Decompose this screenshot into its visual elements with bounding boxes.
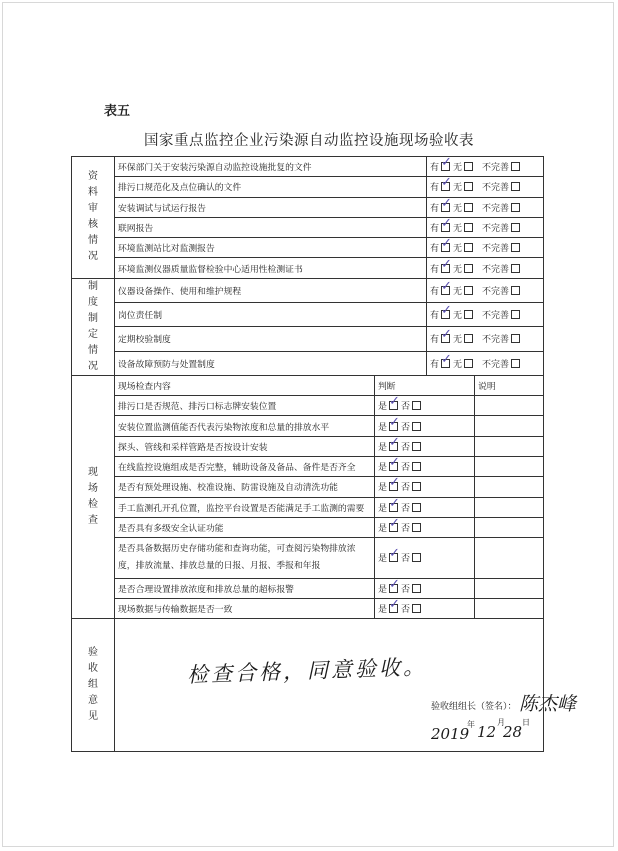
section-system xyxy=(72,278,115,375)
option-yes-label: 是 xyxy=(378,554,388,565)
option-none-checkbox[interactable] xyxy=(464,182,473,191)
table-row xyxy=(72,456,544,476)
option-no-label: 否 xyxy=(401,422,411,433)
option-none-label: 无 xyxy=(453,311,463,322)
inspection-note-cell[interactable] xyxy=(475,416,544,436)
option-no-checkbox[interactable] xyxy=(412,523,421,532)
table-row xyxy=(72,197,544,217)
option-none-checkbox[interactable] xyxy=(464,334,473,343)
section-inspection-text: 现场检查 xyxy=(88,467,98,527)
option-yes-label: 是 xyxy=(378,402,388,413)
option-no-checkbox[interactable] xyxy=(412,401,421,410)
option-no-label: 否 xyxy=(401,584,411,595)
month-char: 月 xyxy=(497,718,505,728)
option-incomplete-label: 不完善 xyxy=(482,183,510,194)
option-yes-checkbox[interactable] xyxy=(389,422,398,431)
inspection-note-cell[interactable] xyxy=(475,396,544,416)
option-no-checkbox[interactable] xyxy=(412,462,421,471)
inspection-note-cell[interactable] xyxy=(475,578,544,598)
option-yes-checkbox[interactable] xyxy=(389,462,398,471)
inspection-item-label: 是否具备数据历史存储功能和查询功能，可查阅污染物排放浓度，排放流量、排放总量的日报、月报、季报和年报 xyxy=(115,538,375,579)
table-row xyxy=(72,303,544,327)
judge-options xyxy=(375,416,475,436)
judge-options xyxy=(375,477,475,497)
date-year: 2019 xyxy=(431,725,470,744)
check-item-label: 排污口规范化及点位确认的文件 xyxy=(115,177,427,197)
table-row xyxy=(72,177,544,197)
option-yes-checkbox[interactable] xyxy=(389,482,398,491)
inspection-note-header: 说明 xyxy=(475,375,544,395)
option-incomplete-checkbox[interactable] xyxy=(511,182,520,191)
table-row xyxy=(72,238,544,258)
option-incomplete-label: 不完善 xyxy=(482,359,510,370)
inspection-item-label: 探头、管线和采样管路是否按设计安装 xyxy=(115,436,375,456)
option-none-checkbox[interactable] xyxy=(464,286,473,295)
option-yes-label: 是 xyxy=(378,503,388,514)
option-no-checkbox[interactable] xyxy=(412,553,421,562)
inspection-note-cell[interactable] xyxy=(475,456,544,476)
option-incomplete-label: 不完善 xyxy=(482,244,510,255)
option-have-label: 有 xyxy=(430,183,440,194)
option-yes-checkbox[interactable] xyxy=(389,584,398,593)
table-row xyxy=(72,517,544,537)
inspection-note-cell[interactable] xyxy=(475,477,544,497)
signer-label: 验收组组长（签名）： xyxy=(431,702,517,713)
table-number: 表五 xyxy=(104,104,131,119)
inspection-note-cell[interactable] xyxy=(475,497,544,517)
check-item-label: 岗位责任制 xyxy=(115,303,427,327)
inspection-item-label: 是否具有多级安全认证功能 xyxy=(115,517,375,537)
option-incomplete-label: 不完善 xyxy=(482,163,510,174)
check-options xyxy=(427,258,544,278)
option-no-label: 否 xyxy=(401,503,411,514)
option-have-checkbox[interactable] xyxy=(441,334,450,343)
judge-options xyxy=(375,456,475,476)
option-no-label: 否 xyxy=(401,442,411,453)
option-have-label: 有 xyxy=(430,311,440,322)
year-char: 年 xyxy=(467,720,475,730)
option-yes-checkbox[interactable] xyxy=(389,523,398,532)
option-yes-label: 是 xyxy=(378,483,388,494)
option-have-label: 有 xyxy=(430,264,440,275)
option-have-label: 有 xyxy=(430,163,440,174)
table-row xyxy=(72,278,544,302)
check-item-label: 安装调试与试运行报告 xyxy=(115,197,427,217)
inspection-note-cell[interactable] xyxy=(475,517,544,537)
table-row xyxy=(72,258,544,278)
option-yes-label: 是 xyxy=(378,524,388,534)
option-no-label: 否 xyxy=(401,554,411,565)
judge-options xyxy=(375,396,475,416)
section-opinion xyxy=(72,619,115,752)
check-options xyxy=(427,157,544,177)
option-yes-checkbox[interactable] xyxy=(389,401,398,410)
option-none-label: 无 xyxy=(453,359,463,370)
inspection-item-label: 是否合理设置排放浓度和排放总量的超标报警 xyxy=(115,578,375,598)
table-row xyxy=(72,538,544,579)
option-no-label: 否 xyxy=(401,483,411,494)
check-options xyxy=(427,278,544,302)
option-none-label: 无 xyxy=(453,224,463,235)
option-yes-checkbox[interactable] xyxy=(389,503,398,512)
inspection-item-label: 排污口是否规范、排污口标志牌安装位置 xyxy=(115,396,375,416)
option-no-checkbox[interactable] xyxy=(412,503,421,512)
option-none-label: 无 xyxy=(453,335,463,346)
option-none-checkbox[interactable] xyxy=(464,203,473,212)
option-none-checkbox[interactable] xyxy=(464,162,473,171)
inspection-content-header: 现场检查内容 xyxy=(115,375,375,395)
check-options xyxy=(427,303,544,327)
option-incomplete-label: 不完善 xyxy=(482,224,510,235)
option-incomplete-label: 不完善 xyxy=(482,335,510,346)
option-no-checkbox[interactable] xyxy=(412,604,421,613)
option-none-label: 无 xyxy=(453,163,463,174)
opinion-cell xyxy=(115,619,577,752)
check-item-label: 仪器设备操作、使用和维护规程 xyxy=(115,278,427,302)
option-incomplete-checkbox[interactable] xyxy=(511,243,520,252)
option-yes-label: 是 xyxy=(378,584,388,595)
option-incomplete-checkbox[interactable] xyxy=(511,223,520,232)
table-row xyxy=(72,217,544,237)
check-options xyxy=(427,238,544,258)
option-no-checkbox[interactable] xyxy=(412,442,421,451)
option-yes-label: 是 xyxy=(378,463,388,474)
check-options xyxy=(427,197,544,217)
table-row xyxy=(72,351,544,375)
table-row xyxy=(72,416,544,436)
option-incomplete-checkbox[interactable] xyxy=(511,264,520,273)
option-no-label: 否 xyxy=(401,402,411,413)
option-none-checkbox[interactable] xyxy=(464,310,473,319)
option-have-checkbox[interactable] xyxy=(441,182,450,191)
check-options xyxy=(427,351,544,375)
inspection-item-label: 是否有预处理设施、校准设施、防雷设施及自动清洗功能 xyxy=(115,477,375,497)
acceptance-table xyxy=(71,156,577,752)
option-yes-checkbox[interactable] xyxy=(389,442,398,451)
document-title: 国家重点监控企业污染源自动监控设施现场验收表 xyxy=(144,133,474,149)
check-item-label: 环境监测仪器质量监督检验中心适用性检测证书 xyxy=(115,258,427,278)
option-incomplete-checkbox[interactable] xyxy=(511,334,520,343)
date-day: 28 xyxy=(503,723,523,742)
option-have-checkbox[interactable] xyxy=(441,359,450,368)
table-row xyxy=(72,436,544,456)
option-none-checkbox[interactable] xyxy=(464,264,473,273)
option-none-checkbox[interactable] xyxy=(464,359,473,368)
option-have-checkbox[interactable] xyxy=(441,203,450,212)
check-item-label: 环境监测站比对监测报告 xyxy=(115,238,427,258)
option-none-label: 无 xyxy=(453,286,463,297)
section-opinion-text: 验收组意见 xyxy=(88,647,98,723)
table-row xyxy=(72,477,544,497)
option-no-label: 否 xyxy=(401,524,411,534)
handwritten-signature: 陈杰峰 xyxy=(519,693,577,716)
inspection-item-label: 手工监测孔开孔位置，监控平台设置是否能满足手工监测的需要 xyxy=(115,497,375,517)
check-item-label: 设备故障预防与处置制度 xyxy=(115,351,427,375)
option-none-checkbox[interactable] xyxy=(464,243,473,252)
option-incomplete-checkbox[interactable] xyxy=(511,359,520,368)
option-incomplete-checkbox[interactable] xyxy=(511,310,520,319)
judge-options xyxy=(375,538,475,579)
section-materials xyxy=(72,157,115,279)
option-no-checkbox[interactable] xyxy=(412,422,421,431)
section-system-text: 制度制定情况 xyxy=(88,280,98,372)
section-materials-text: 资料审核情况 xyxy=(88,171,98,263)
option-yes-label: 是 xyxy=(378,442,388,453)
section-inspection xyxy=(72,375,115,619)
option-have-checkbox[interactable] xyxy=(441,162,450,171)
option-have-checkbox[interactable] xyxy=(441,243,450,252)
judge-options xyxy=(375,578,475,598)
judge-options xyxy=(375,497,475,517)
inspection-item-label: 在线监控设施组成是否完整，辅助设备及备品、备件是否齐全 xyxy=(115,456,375,476)
option-have-label: 有 xyxy=(430,203,440,214)
option-incomplete-label: 不完善 xyxy=(482,203,510,214)
inspection-judge-header: 判断 xyxy=(375,375,475,395)
option-yes-checkbox[interactable] xyxy=(389,604,398,613)
option-have-label: 有 xyxy=(430,359,440,370)
table-row xyxy=(72,327,544,351)
option-yes-label: 是 xyxy=(378,422,388,433)
option-have-checkbox[interactable] xyxy=(441,310,450,319)
check-item-label: 环保部门关于安装污染源自动监控设施批复的文件 xyxy=(115,157,427,177)
judge-options xyxy=(375,599,475,619)
option-incomplete-label: 不完善 xyxy=(482,311,510,322)
table-row xyxy=(72,599,544,619)
option-incomplete-label: 不完善 xyxy=(482,264,510,275)
option-have-label: 有 xyxy=(430,286,440,297)
table-row xyxy=(72,396,544,416)
option-none-label: 无 xyxy=(453,183,463,194)
table-row xyxy=(72,497,544,517)
option-none-checkbox[interactable] xyxy=(464,223,473,232)
option-have-label: 有 xyxy=(430,224,440,235)
option-yes-label: 是 xyxy=(378,605,388,616)
check-options xyxy=(427,217,544,237)
judge-options xyxy=(375,436,475,456)
opinion-row xyxy=(72,619,544,752)
check-options xyxy=(427,327,544,351)
option-incomplete-checkbox[interactable] xyxy=(511,286,520,295)
option-have-checkbox[interactable] xyxy=(441,223,450,232)
day-char: 日 xyxy=(522,718,530,728)
option-incomplete-checkbox[interactable] xyxy=(511,203,520,212)
inspection-note-cell[interactable] xyxy=(475,436,544,456)
inspection-note-cell[interactable] xyxy=(475,599,544,619)
option-none-label: 无 xyxy=(453,244,463,255)
inspection-item-label: 安装位置监测值能否代表污染物浓度和总量的排放水平 xyxy=(115,416,375,436)
option-no-label: 否 xyxy=(401,463,411,474)
option-none-label: 无 xyxy=(453,203,463,214)
option-incomplete-label: 不完善 xyxy=(482,286,510,297)
option-have-label: 有 xyxy=(430,244,440,255)
date-month: 12 xyxy=(477,723,497,742)
check-item-label: 联网报告 xyxy=(115,217,427,237)
option-no-checkbox[interactable] xyxy=(412,482,421,491)
option-have-label: 有 xyxy=(430,335,440,346)
inspection-note-cell[interactable] xyxy=(475,538,544,579)
option-have-checkbox[interactable] xyxy=(441,286,450,295)
option-none-label: 无 xyxy=(453,264,463,275)
check-item-label: 定期校验制度 xyxy=(115,327,427,351)
option-have-checkbox[interactable] xyxy=(441,264,450,273)
table-row xyxy=(72,157,544,177)
judge-options xyxy=(375,517,475,537)
option-no-checkbox[interactable] xyxy=(412,584,421,593)
check-options xyxy=(427,177,544,197)
table-row xyxy=(72,578,544,598)
option-incomplete-checkbox[interactable] xyxy=(511,162,520,171)
handwritten-opinion: 检查合格，同意验收。 xyxy=(186,655,428,688)
option-no-label: 否 xyxy=(401,605,411,616)
option-yes-checkbox[interactable] xyxy=(389,553,398,562)
inspection-header-row xyxy=(72,375,544,395)
inspection-item-label: 现场数据与传输数据是否一致 xyxy=(115,599,375,619)
